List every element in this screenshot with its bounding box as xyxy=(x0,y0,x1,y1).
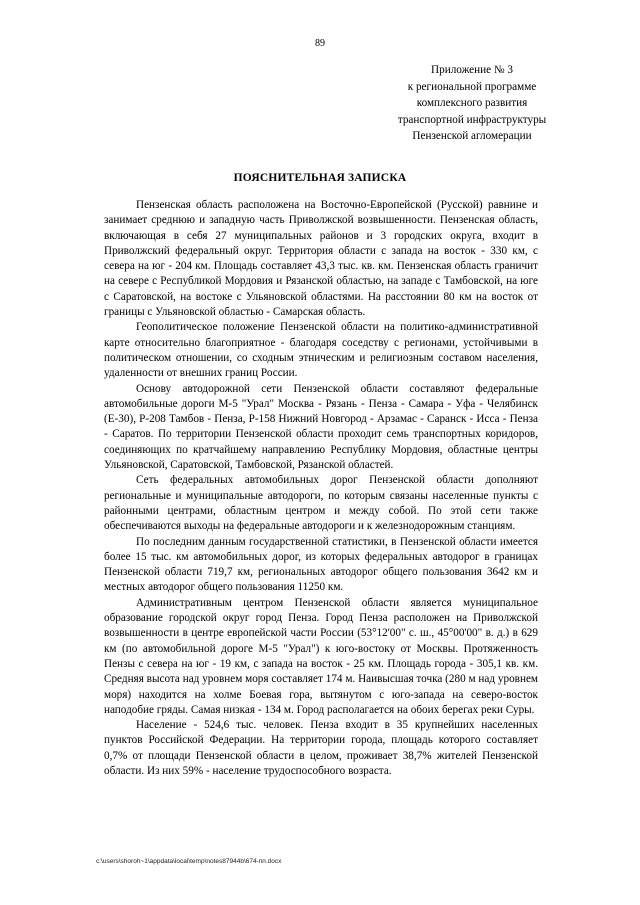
appendix-line: транспортной инфраструктуры xyxy=(397,113,547,126)
paragraph: Геополитическое положение Пензенской области на политико-административной карте относительно благоприятное - благодаря соседству с регионами, устойчивыми в политическом отношении, со сходным этническим и религиозным составом населения, удаленности от внешних границ России. xyxy=(104,321,538,380)
paragraph: По последним данным государственной статистики, в Пензенской области имеется более 15 тыс. км автомобильных дорог, из которых федеральных автодорог в границах Пензенской области 719,7 км, региональных автодорог общего пользования 3642 км и местных автодорог общего пользования 11250 км. xyxy=(104,535,538,594)
appendix-line: Пензенской агломерации xyxy=(412,130,532,142)
paragraph: Административным центром Пензенской области является муниципальное образование городской округ город Пенза. Город Пенза расположен на Приволжской возвышенности в центре европейской части России (53°12'00" с. ш., 45°00'00" в. д.) в 629 км (по автомобильной дороге М-5 "Урал") к юго-востоку от Москвы. Протяженность Пензы с севера на юг - 19 км, с запада на восток - 25 км. Площадь города - 305,1 кв. км. Средняя высота над уровнем моря составляет 174 м. Наивысшая точка (280 м над уровнем моря) находится на холме Боевая гора, вытянутом с юго-запада на северо-восток наподобие гряды. Самая низкая - 134 м. Город располагается на обоих берегах реки Суры. xyxy=(104,596,538,716)
page-number: 89 xyxy=(315,38,325,49)
appendix-line: к региональной программе xyxy=(407,80,537,93)
appendix-line: Приложение № 3 xyxy=(431,64,513,76)
paragraph: Население - 524,6 тыс. человек. Пенза входит в 35 крупнейших населенных пунктов Российской Федерации. На территории города, площадь которого составляет 0,7% от площади Пензенской области в целом, проживает 38,7% жителей Пензенской области. Из них 59% - население трудоспособного возраста. xyxy=(104,719,538,777)
appendix-line: комплексного развития xyxy=(416,97,528,109)
document-body xyxy=(104,198,538,779)
file-path-footer: c:\users\shoroh~1\appdata\local\temp\notes87944b\674-пп.docx xyxy=(96,858,282,865)
paragraph: Основу автодорожной сети Пензенской области составляют федеральные автомобильные дороги М-5 "Урал" Москва - Рязань - Пенза - Самара - Уфа - Челябинск (Е-30), Р-208 Тамбов - Пенза, Р-158 Нижний Новгород - Арзамас - Саранск - Исса - Пенза - Саратов. По территории Пензенской области проходит семь транспортных коридоров, соединяющих по кратчайшему направлению Республику Мордовия, областные центры Ульяновской, Саратовской, Тамбовской, Рязанской областей. xyxy=(104,382,538,472)
appendix-header xyxy=(372,62,572,145)
document-title: ПОЯСНИТЕЛЬНАЯ ЗАПИСКА xyxy=(233,172,407,184)
paragraph: Пензенская область расположена на Восточно-Европейской (Русской) равнине и занимает среднюю и западную часть Приволжской возвышенности. Пензенская область, включающая в себя 27 муниципальных районов и 3 городских округа, входит в Приволжский федеральный округ. Территория области с запада на восток - 330 км, с севера на юг - 204 км. Площадь составляет 43,3 тыс. кв. км. Пензенская область граничит на севере с Республикой Мордовия и Рязанской областью, на западе с Тамбовской, на юге с Саратовской, на востоке с Ульяновской областями. На расстоянии 80 км на восток от границы с Ульяновской областью - Самарская область. xyxy=(104,199,538,319)
paragraph: Сеть федеральных автомобильных дорог Пензенской области дополняют региональные и муниципальные автодороги, по которым связаны населенные пункты с районными центрами, областным центром и между собой. По этой сети также обеспечиваются выходы на федеральные автодороги и к железнодорожным станциям. xyxy=(104,474,538,533)
